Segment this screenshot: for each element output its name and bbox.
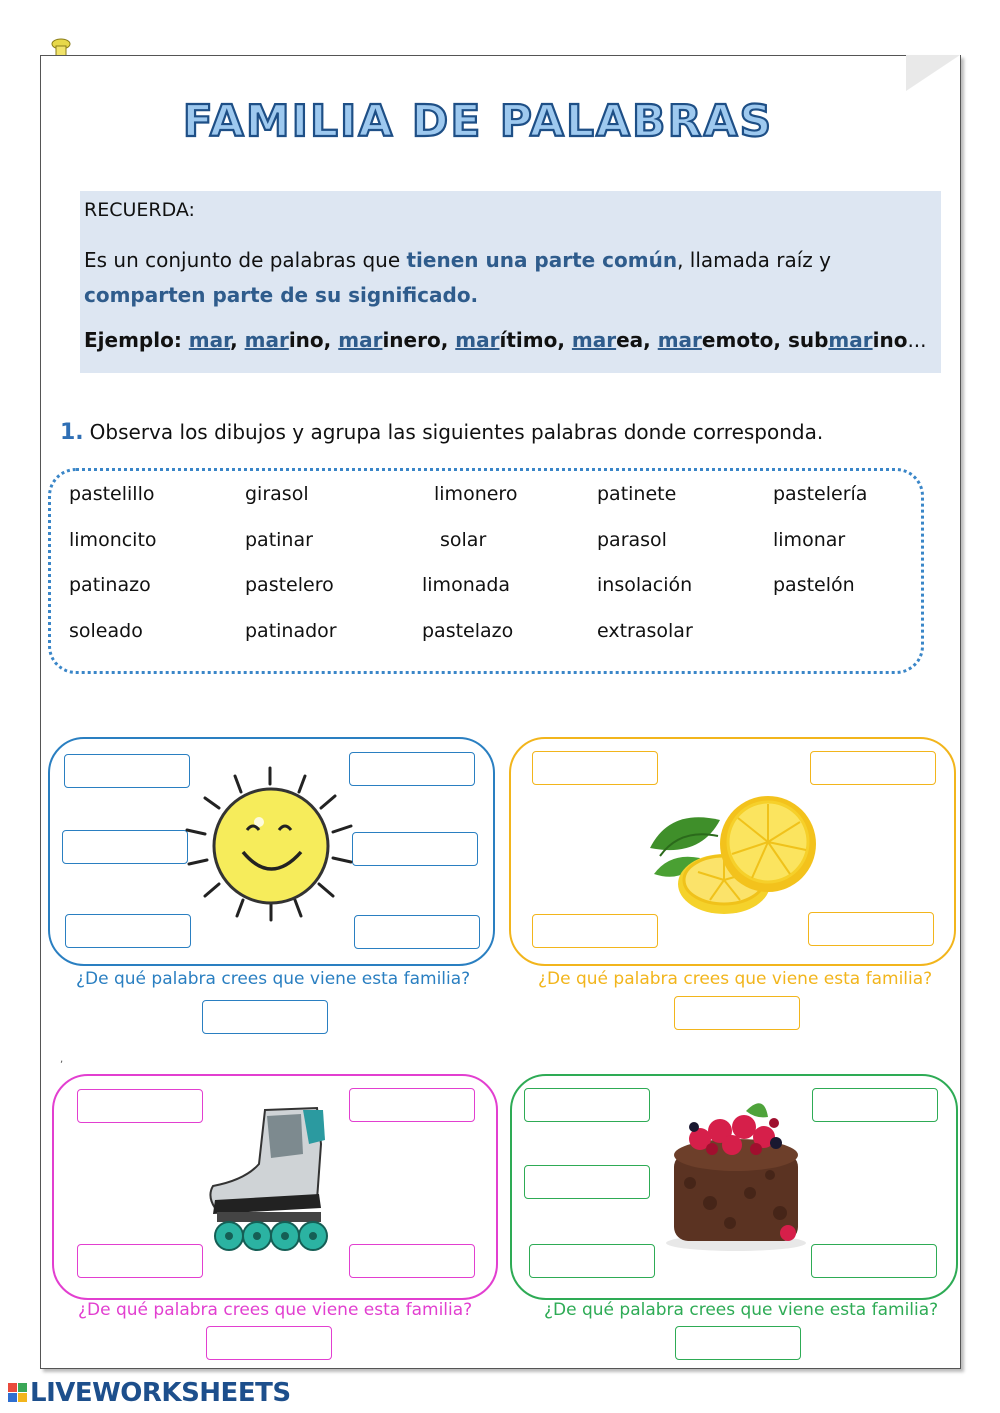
word-bank-word[interactable]: limonero [434,483,518,505]
page-fold-corner [906,55,960,91]
example-root: mar [571,328,617,352]
logo-text: LIVEWORKSHEETS [30,1378,291,1408]
question-1 [60,420,823,445]
answer-slot[interactable] [811,1244,937,1278]
question-number: 1. [60,420,84,445]
answer-slot[interactable] [352,832,478,866]
example-rest: ino, [288,328,339,352]
family-question: ¿De qué palabra crees que viene esta familia? [76,969,471,989]
definition-text: , llamada raíz y [677,248,831,272]
root-word-answer[interactable] [675,1326,801,1360]
example-rest: ítimo, [499,328,572,352]
answer-slot[interactable] [810,751,936,785]
question-text: Observa los dibujos y agrupa las siguientes palabras donde corresponda. [89,420,824,444]
lemon-image [640,788,820,922]
family-question: ¿De qué palabra crees que viene esta familia? [538,969,933,989]
answer-slot[interactable] [65,914,191,948]
sun-image [175,760,365,934]
definition-highlight-common: tienen una parte común [406,248,678,272]
answer-slot[interactable] [64,754,190,788]
roller-skate-image [205,1104,335,1260]
word-bank-word[interactable]: patinete [597,483,677,505]
word-bank-word[interactable]: solar [440,529,487,551]
word-bank-word[interactable]: limoncito [69,529,157,551]
stray-mark: , [60,1054,64,1065]
word-bank-word[interactable]: limonar [773,529,846,551]
recuerda-heading: RECUERDA: [84,199,195,221]
family-question: ¿De qué palabra crees que viene esta familia? [78,1300,473,1320]
answer-slot[interactable] [349,1244,475,1278]
example-ellipsis: ... [907,328,927,352]
word-bank-word[interactable]: patinazo [69,574,151,596]
answer-slot[interactable] [77,1089,203,1123]
example-rest: inero, [382,328,456,352]
answer-slot[interactable] [62,830,188,864]
answer-slot[interactable] [808,912,934,946]
word-bank-word[interactable]: pastelazo [422,620,514,642]
recuerda-example [84,328,927,352]
word-bank-word[interactable]: patinador [245,620,337,642]
cake-image [660,1093,818,1257]
example-rest: ea, [616,328,658,352]
example-rest: ino [872,328,908,352]
recuerda-box [80,191,941,373]
answer-slot[interactable] [354,915,480,949]
answer-slot[interactable] [77,1244,203,1278]
answer-slot[interactable] [532,751,658,785]
example-rest: emoto, [701,328,788,352]
word-bank-word[interactable]: pastelero [245,574,334,596]
answer-slot[interactable] [524,1088,650,1122]
logo-icon [8,1381,28,1405]
word-bank-word[interactable]: parasol [597,529,667,551]
example-prefix: sub [787,328,829,352]
root-word-answer[interactable] [206,1326,332,1360]
example-root: mar [828,328,873,352]
answer-slot[interactable] [524,1165,650,1199]
example-root: mar [455,328,500,352]
example-root: mar [338,328,383,352]
definition-text: Es un conjunto de palabras que [84,248,407,272]
family-question: ¿De qué palabra crees que viene esta familia? [544,1300,939,1320]
root-word-answer[interactable] [202,1000,328,1034]
example-root: mar [244,328,289,352]
word-bank-word[interactable]: pastelería [773,483,868,505]
word-bank-word[interactable]: limonada [422,574,511,596]
word-bank-word[interactable]: pastelillo [69,483,155,505]
word-bank-word[interactable]: girasol [245,483,309,505]
worksheet-title [0,90,1000,154]
definition-highlight-meaning: comparten parte de su significado. [84,283,479,307]
example-rest: , [230,328,245,352]
example-root: mar [657,328,702,352]
answer-slot[interactable] [529,1244,655,1278]
word-bank-word[interactable]: soleado [69,620,143,642]
answer-slot[interactable] [349,1088,475,1122]
answer-slot[interactable] [812,1088,938,1122]
answer-slot[interactable] [349,752,475,786]
example-root: mar [188,328,231,352]
liveworksheets-logo [8,1378,291,1409]
example-label: Ejemplo: [84,328,189,352]
recuerda-definition [84,243,934,313]
title-text: FAMILIA DE PALABRAS [182,96,774,147]
word-bank-word[interactable]: extrasolar [597,620,693,642]
root-word-answer[interactable] [674,996,800,1030]
word-bank-word[interactable]: patinar [245,529,313,551]
word-bank-word[interactable]: pastelón [773,574,855,596]
word-bank-word[interactable]: insolación [597,574,693,596]
